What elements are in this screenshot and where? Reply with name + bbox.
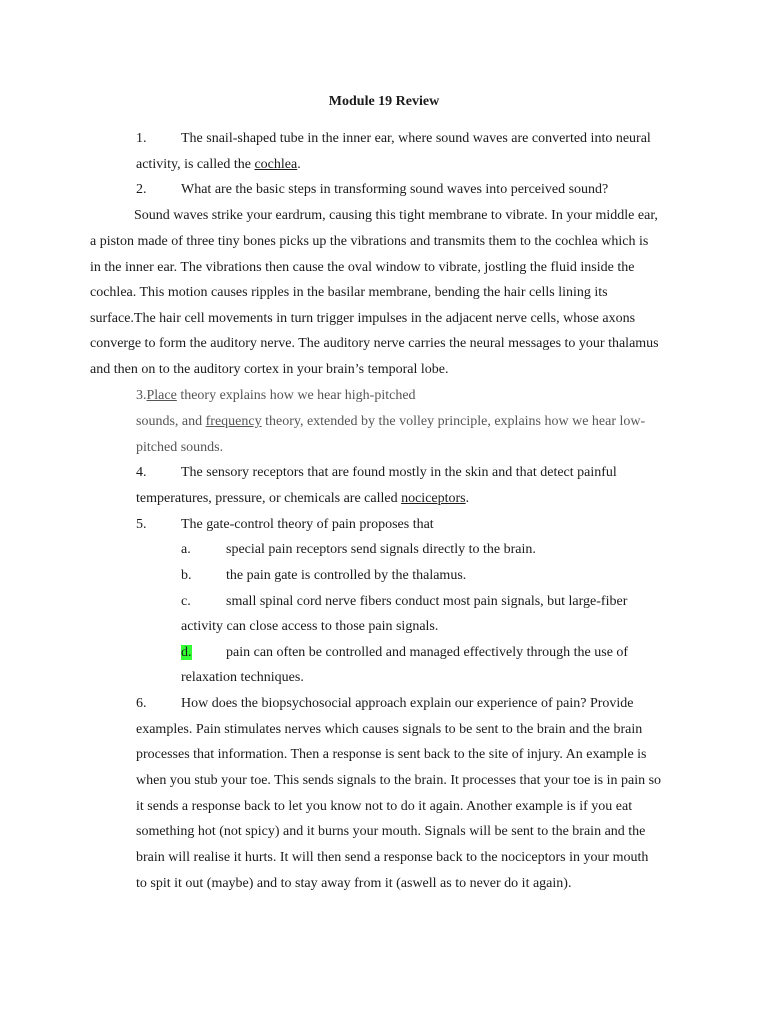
q3-answer-frequency: frequency (205, 414, 262, 429)
q1-line2 (136, 156, 301, 174)
q5-option-letter: c. (181, 594, 191, 609)
q1-answer: cochlea (254, 157, 298, 172)
q4-line2-pre: temperatures, pressure, or chemicals are called (136, 491, 402, 506)
q5-number: 5. (136, 517, 147, 532)
q6-line: How does the biopsychosocial approach explain our experience of pain? Provide (181, 696, 634, 711)
q6-line: it sends a response back to let you know not to do it again. Another example is if you eat (136, 799, 633, 814)
q2-question: What are the basic steps in transforming sound waves into perceived sound? (181, 182, 609, 197)
q1-line2-post: . (297, 157, 301, 172)
q3-line3: pitched sounds. (136, 440, 224, 455)
q2-answer-line: converge to form the auditory nerve. The auditory nerve carries the neural messages to your thalamus (90, 336, 659, 351)
q2-answer-line: surface.The hair cell movements in turn trigger impulses in the adjacent nerve cells, whose axons (90, 311, 636, 326)
q5-option-letter: a. (181, 542, 191, 557)
q4-line2-post: . (465, 491, 470, 506)
q6-number: 6. (136, 696, 147, 711)
q3-line2 (136, 413, 645, 431)
q2-number: 2. (136, 182, 147, 197)
q3-line2-pre: sounds, and (136, 414, 206, 429)
q5-option-text-cont: activity can close access to those pain signals. (181, 619, 439, 634)
q3-answer-place: Place (146, 388, 177, 403)
q2-answer-line: and then on to the auditory cortex in your brain’s temporal lobe. (90, 362, 449, 377)
q2-answer-line: Sound waves strike your eardrum, causing this tight membrane to vibrate. In your middle ear, (134, 208, 658, 223)
q6-line: something hot (not spicy) and it burns your mouth. Signals will be sent to the brain and the (136, 824, 646, 839)
q3-line2-post: theory, extended by the volley principle, explains how we hear low- (261, 414, 646, 429)
q4-number: 4. (136, 465, 147, 480)
page-title: Module 19 Review (328, 94, 440, 109)
q2-answer-line: a piston made of three tiny bones picks up the vibrations and transmits them to the cochlea which is (90, 234, 649, 249)
q5-option-letter-selected (181, 644, 192, 662)
q6-line: when you stub your toe. This sends signals to the brain. It processes that your toe is in pain so (136, 773, 662, 788)
q4-answer: nociceptors (401, 491, 466, 506)
q5-option-text: special pain receptors send signals directly to the brain. (226, 542, 536, 557)
q6-line: to spit it out (maybe) and to stay away from it (aswell as to never do it again). (136, 876, 572, 891)
selected-answer-highlight: d. (181, 645, 192, 660)
q5-option-letter: b. (181, 568, 192, 583)
q5-option-text-cont: relaxation techniques. (181, 670, 304, 685)
q5-option-text: pain can often be controlled and managed effectively through the use of (226, 645, 629, 660)
q4-line1: The sensory receptors that are found mostly in the skin and that detect painful (181, 465, 617, 480)
q5-option-text: the pain gate is controlled by the thalamus. (226, 568, 467, 583)
q5-question: The gate-control theory of pain proposes that (181, 517, 434, 532)
q6-line: processes that information. Then a response is sent back to the site of injury. An example is (136, 747, 647, 762)
q6-line: examples. Pain stimulates nerves which causes signals to be sent to the brain and the brain (136, 722, 643, 737)
q5-option-text: small spinal cord nerve fibers conduct most pain signals, but large-fiber (226, 594, 628, 609)
q4-line2 (136, 490, 469, 508)
q2-answer-line: cochlea. This motion causes ripples in the basilar membrane, bending the hair cells lining its (90, 285, 608, 300)
q3-number: 3. (136, 388, 147, 403)
q2-answer-line: in the inner ear. The vibrations then cause the oval window to vibrate, jostling the fluid inside the (90, 260, 635, 275)
q1-line1: The snail-shaped tube in the inner ear, where sound waves are converted into neural (181, 131, 651, 146)
q6-line: brain will realise it hurts. It will then send a response back to the nociceptors in your mouth (136, 850, 649, 865)
q3-line1-post: theory explains how we hear high-pitched (176, 388, 416, 403)
q1-number: 1. (136, 131, 147, 146)
q1-line2-pre: activity, is called the (136, 157, 255, 172)
q3-line1 (136, 387, 416, 405)
